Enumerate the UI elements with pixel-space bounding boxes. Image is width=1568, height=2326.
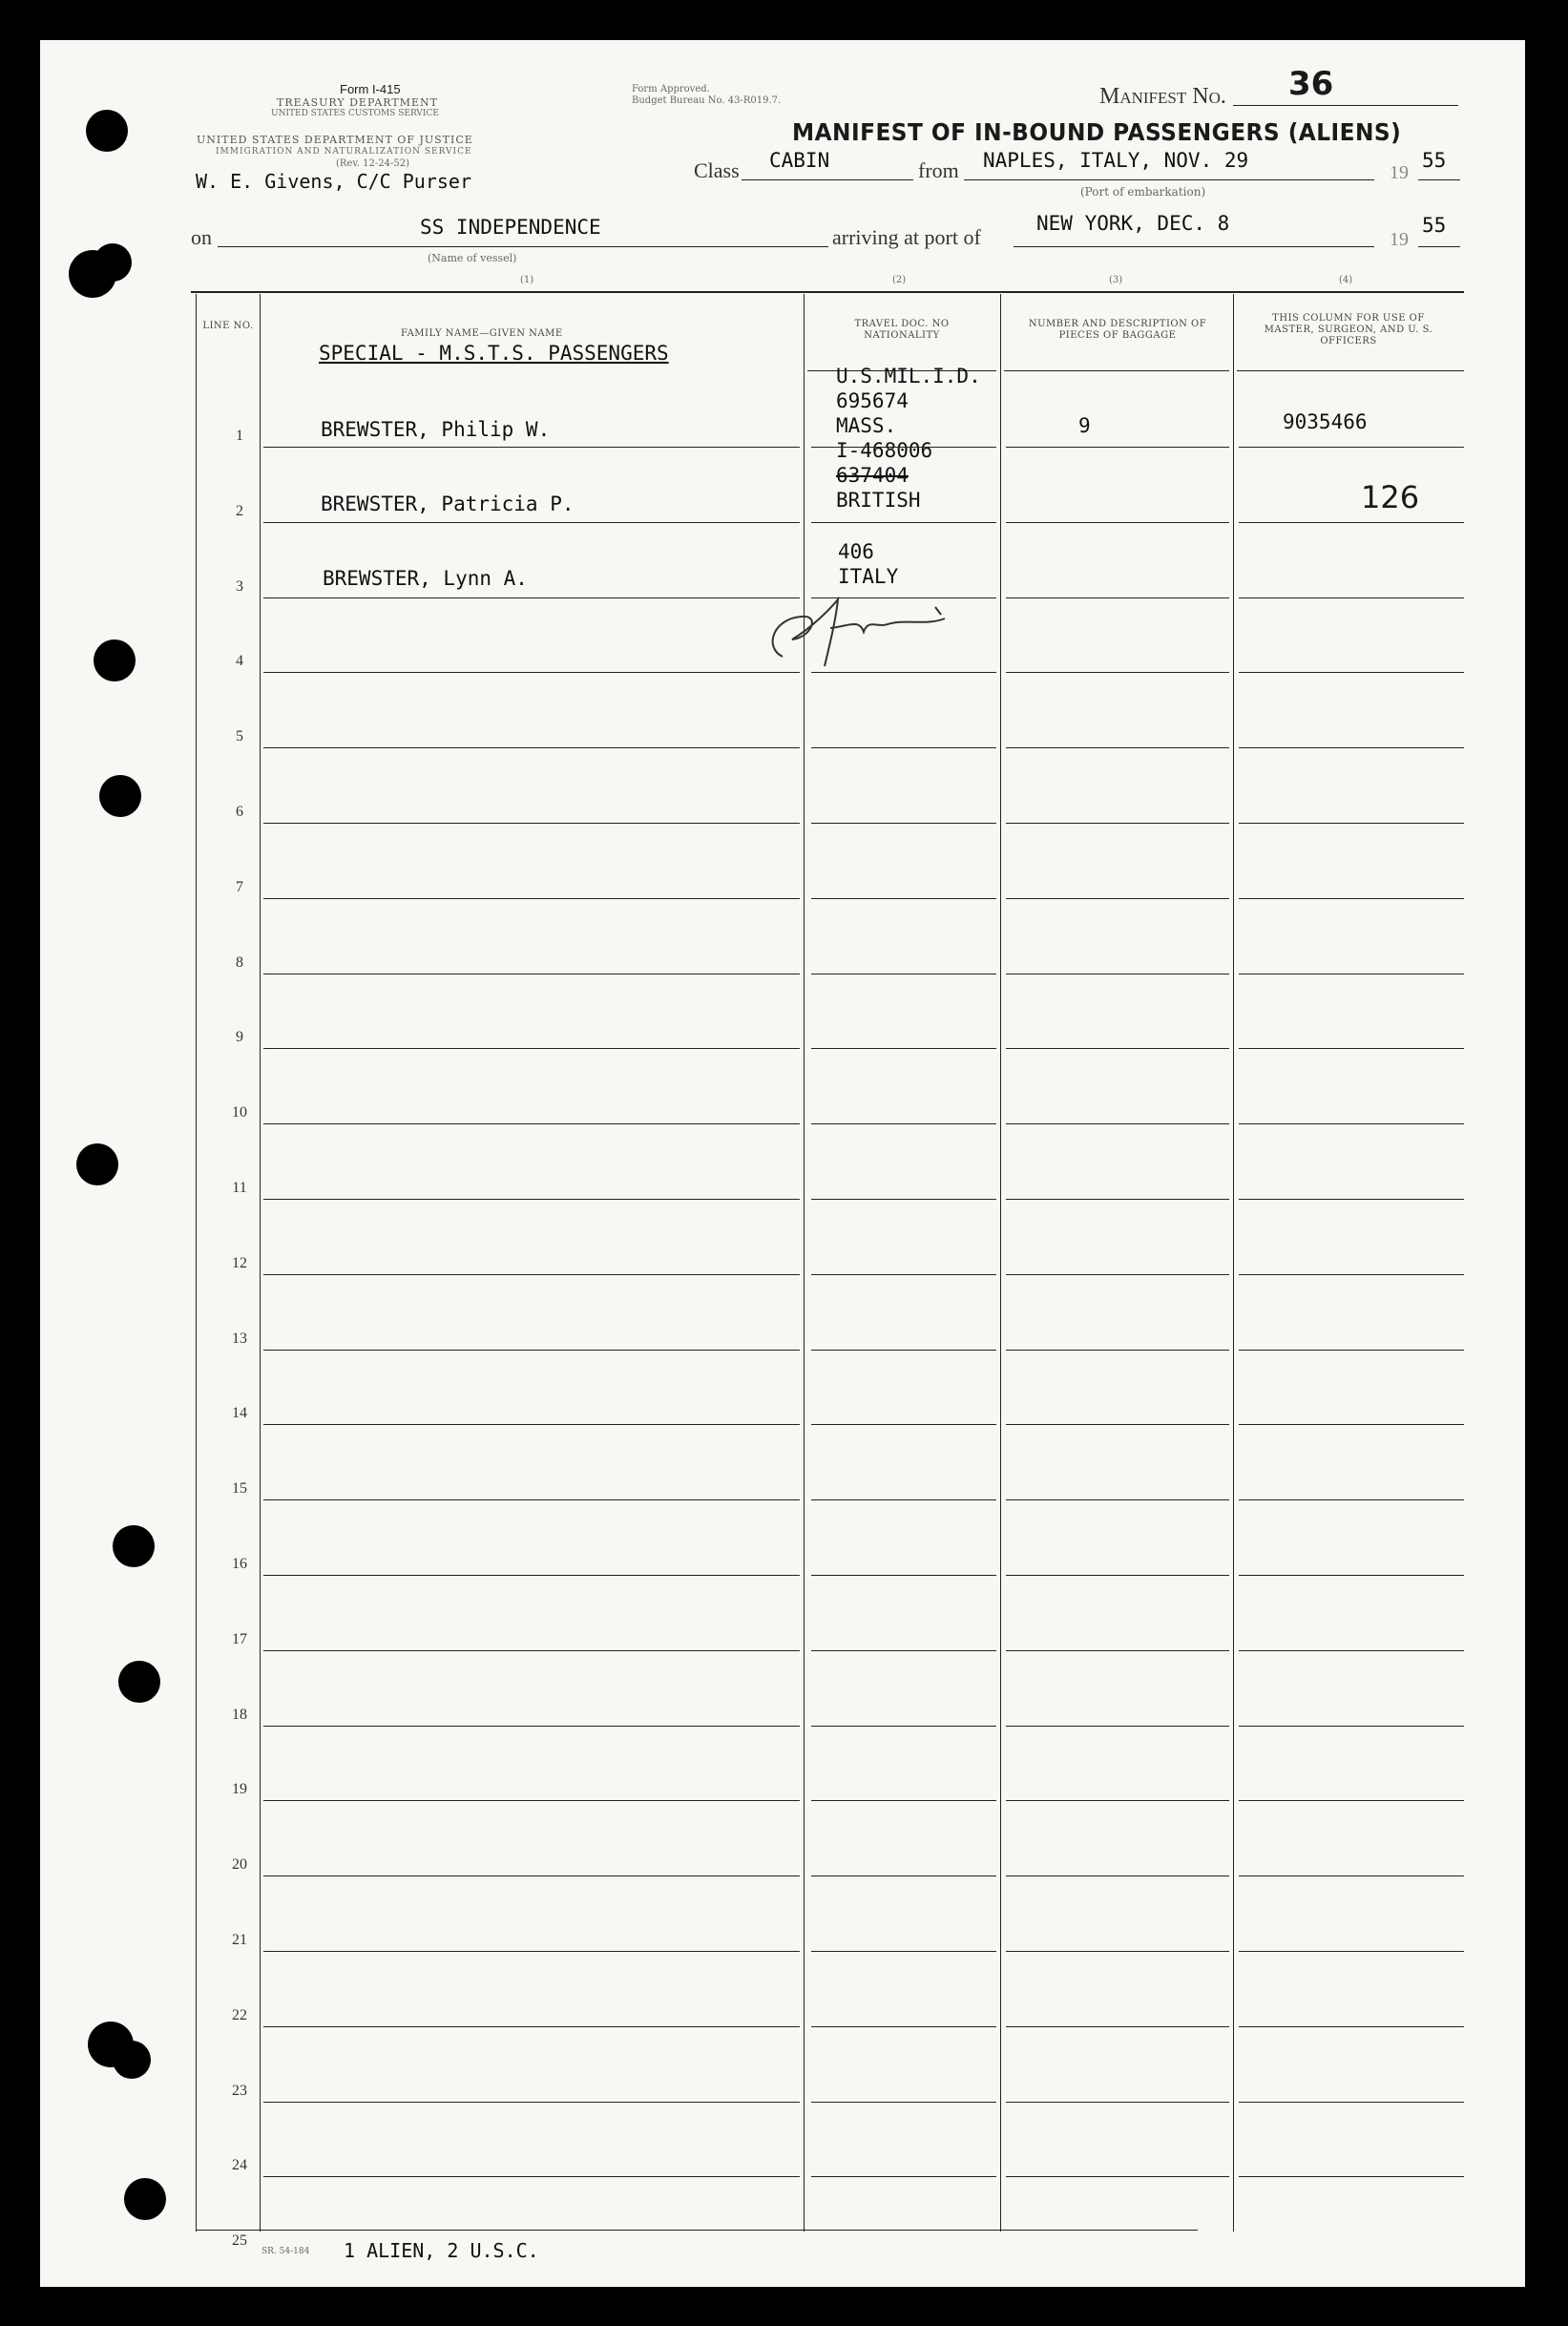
row-1-doc-2: 695674 [836,389,909,412]
row-rule [263,1350,800,1351]
row-rule [811,2026,996,2027]
line-number: 11 [232,1180,247,1196]
row-rule [1006,1499,1229,1500]
line-number: 6 [236,804,243,820]
row-rule [1006,672,1229,673]
line-number: 13 [232,1330,247,1347]
row-rule [1006,1875,1229,1876]
row-rule [1239,2176,1464,2177]
row-rule [263,1875,800,1876]
year-prefix-2: 19 [1390,229,1409,250]
row-rule [1006,1650,1229,1651]
row-rule [1006,2102,1229,2103]
row-rule [263,1424,800,1425]
line-number: 20 [232,1856,247,1874]
col-number-3: (3) [1109,275,1123,285]
line-number: 24 [232,2157,247,2174]
form-number: Form I-415 [340,82,401,96]
header-rule-officers [1237,370,1464,371]
row-rule [1006,1274,1229,1275]
class-value: CABIN [769,149,830,172]
row-1-baggage: 9 [1078,414,1091,437]
row-rule [1239,1726,1464,1727]
row-rule [1006,1951,1229,1952]
row-rule [263,1575,800,1576]
row-rule [1006,1350,1229,1351]
row-rule [263,898,800,899]
row-rule [811,1048,996,1049]
row-2-name: BREWSTER, Patricia P. [321,492,575,515]
name-doc-divider [804,294,805,2232]
manifest-number-line [1233,105,1458,106]
arrival-line [1014,246,1374,247]
row-rule [1239,1048,1464,1049]
row-rule [1006,1800,1229,1801]
row-rule [263,1199,800,1200]
row-rule [263,1726,800,1727]
row-rule [1006,597,1229,598]
row-rule [811,898,996,899]
purser-name: W. E. Givens, C/C Purser [196,170,471,193]
year-line-2 [1418,246,1460,247]
embarkation-port: NAPLES, ITALY, NOV. 29 [983,149,1249,172]
col-number-2: (2) [892,275,907,285]
line-number: 5 [236,728,243,745]
row-rule [1006,1048,1229,1049]
on-label: on [191,225,212,249]
dept-justice: UNITED STATES DEPARTMENT OF JUSTICE [197,134,473,146]
header-officers: THIS COLUMN FOR USE OF MASTER, SURGEON, AND U. S. OFFICERS [1264,313,1433,346]
row-rule [1239,2026,1464,2027]
line-number: 16 [232,1556,247,1572]
row-rule [811,447,996,448]
row-rule [1239,1575,1464,1576]
row-rule [811,1575,996,1576]
line-number: 7 [236,878,243,895]
table-top-rule [191,291,1464,293]
row-rule [811,1800,996,1801]
line-number: 9 [236,1029,243,1046]
class-label: Class [694,158,740,182]
row-rule [1006,447,1229,448]
year-1: 55 [1422,149,1447,172]
row-rule [811,1499,996,1500]
row-2-doc-2: 637404 [836,464,909,487]
dept-treasury-sub: UNITED STATES CUSTOMS SERVICE [271,109,439,118]
row-rule [263,597,800,598]
table-bottom-rule [196,2230,1198,2231]
row-rule [811,1650,996,1651]
vessel-caption: (Name of vessel) [428,252,517,264]
row-rule [263,2026,800,2027]
row-rule [1239,597,1464,598]
row-rule [263,1048,800,1049]
year-line-1 [1418,179,1460,180]
row-rule [811,1424,996,1425]
dept-treasury: TREASURY DEPARTMENT [277,96,438,109]
row-rule [263,1123,800,1124]
class-line [742,179,913,180]
punch-hole [94,639,136,681]
year-2: 55 [1422,214,1447,237]
row-rule [811,747,996,748]
row-rule [1239,1800,1464,1801]
row-rule [263,2102,800,2103]
baggage-officer-divider [1233,294,1234,2232]
line-number: 25 [232,2232,247,2250]
punch-hole [124,2178,166,2220]
row-rule [263,447,800,448]
row-rule [1239,1499,1464,1500]
doc-baggage-divider [1000,294,1001,2232]
row-rule [1006,522,1229,523]
row-1-name: BREWSTER, Philip W. [321,418,551,441]
row-rule [263,2176,800,2177]
row-rule [263,1800,800,1801]
line-number: 19 [232,1781,247,1798]
row-rule [1006,1123,1229,1124]
row-rule [1239,1199,1464,1200]
row-2-doc-3: BRITISH [836,489,921,512]
punch-hole [113,1525,155,1567]
row-rule [1006,1726,1229,1727]
row-rule [1006,898,1229,899]
header-travel-doc: TRAVEL DOC. NO NATIONALITY [854,319,950,341]
line-number: 3 [236,577,243,595]
dept-justice-sub: IMMIGRATION AND NATURALIZATION SERVICE [216,147,472,157]
budget-bureau: Budget Bureau No. 43-R019.7. [632,95,782,106]
punch-hole [94,243,132,282]
form-revision: (Rev. 12-24-52) [336,158,410,169]
row-rule [1239,898,1464,899]
punch-hole [118,1661,160,1703]
year-prefix-1: 19 [1390,162,1409,183]
row-rule [1006,1199,1229,1200]
footer-totals: 1 ALIEN, 2 U.S.C. [344,2239,539,2262]
line-number: 2 [236,502,243,519]
row-rule [1006,2026,1229,2027]
row-rule [1239,447,1464,448]
punch-hole [99,775,141,817]
header-rule-baggage [1004,370,1229,371]
line-number: 18 [232,1706,247,1723]
row-2-officer: 126 [1361,479,1420,515]
row-rule [1239,672,1464,673]
row-rule [811,1199,996,1200]
row-rule [263,1650,800,1651]
arriving-label: arriving at port of [832,225,981,249]
from-line [964,179,1374,180]
line-number: 17 [232,1630,247,1647]
manifest-number: 36 [1288,65,1334,103]
row-rule [1006,823,1229,824]
row-rule [263,1274,800,1275]
row-rule [811,1274,996,1275]
section-heading: SPECIAL - M.S.T.S. PASSENGERS [319,342,669,365]
row-rule [1006,2176,1229,2177]
row-rule [1239,1951,1464,1952]
line-number: 4 [236,653,243,670]
row-rule [811,1123,996,1124]
row-rule [1239,2102,1464,2103]
row-rule [811,823,996,824]
row-rule [1006,747,1229,748]
row-rule [1006,1575,1229,1576]
line-number: 12 [232,1254,247,1271]
from-label: from [918,158,959,182]
row-rule [811,672,996,673]
row-rule [263,522,800,523]
line-number: 1 [236,428,243,444]
row-rule [1239,1350,1464,1351]
col-number-1: (1) [520,275,534,285]
row-rule [263,1499,800,1500]
row-rule [1239,1123,1464,1124]
footer-code: SR. 54-184 [261,2247,310,2256]
punch-hole [113,2041,151,2079]
vessel-name: SS INDEPENDENCE [420,216,601,239]
row-rule [811,1350,996,1351]
row-3-name: BREWSTER, Lynn A. [323,567,528,590]
row-1-officer: 9035466 [1283,410,1368,433]
row-1-doc-3: MASS. [836,414,897,437]
header-line-no: LINE NO. [202,321,254,331]
handwritten-signature [744,590,993,676]
punch-hole [86,110,128,152]
manifest-label: Manifest No. [1099,84,1226,109]
row-rule [811,522,996,523]
row-rule [263,747,800,748]
row-rule [1239,823,1464,824]
line-number: 14 [232,1405,247,1422]
line-number: 8 [236,953,243,971]
form-approved: Form Approved. [632,84,710,94]
line-number: 22 [232,2006,247,2023]
row-3-doc-1: 406 [838,540,874,563]
row-3-doc-2: ITALY [838,565,899,588]
row-rule [1006,1424,1229,1425]
row-rule [263,1951,800,1952]
table-left-border [196,294,197,2232]
row-rule [811,597,996,598]
line-number: 10 [232,1104,247,1121]
header-name: FAMILY NAME—GIVEN NAME [401,328,563,339]
row-rule [1239,1274,1464,1275]
line-number: 21 [232,1932,247,1948]
line-number: 15 [232,1480,247,1498]
row-rule [263,672,800,673]
port-caption: (Port of embarkation) [1080,185,1206,199]
row-rule [811,2102,996,2103]
row-1-doc-1: U.S.MIL.I.D. [836,365,981,388]
row-rule [263,823,800,824]
row-rule [811,1726,996,1727]
line-number: 23 [232,2082,247,2099]
header-baggage: NUMBER AND DESCRIPTION OF PIECES OF BAGGAGE [1028,319,1207,341]
row-rule [811,2176,996,2177]
col-number-4: (4) [1339,275,1353,285]
arrival-port: NEW YORK, DEC. 8 [1036,212,1230,235]
row-rule [1239,522,1464,523]
row-rule [1239,1424,1464,1425]
row-rule [1239,1875,1464,1876]
manifest-title: MANIFEST OF IN-BOUND PASSENGERS (ALIENS) [792,118,1402,146]
row-2-doc-1: I-468006 [836,439,933,462]
punch-hole [76,1143,118,1185]
row-rule [1239,1650,1464,1651]
row-rule [811,1951,996,1952]
vessel-line [218,246,828,247]
manifest-page [40,40,1525,2287]
row-rule [1239,747,1464,748]
line-no-divider [260,294,261,2232]
row-rule [811,1875,996,1876]
